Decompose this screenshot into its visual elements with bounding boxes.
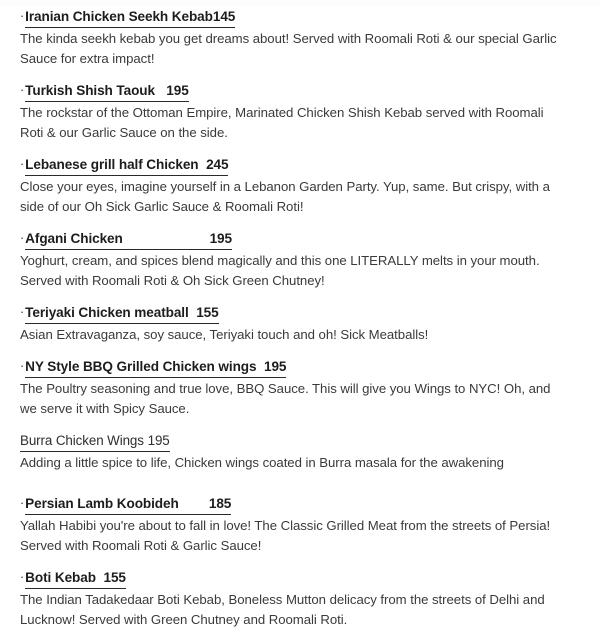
menu-item-name: Teriyaki Chicken meatball: [25, 305, 189, 320]
menu-item-price: 195: [166, 83, 189, 98]
menu-item-heading: [20, 569, 560, 589]
menu-item-price: 185: [208, 495, 232, 511]
menu-item-heading: [20, 230, 560, 250]
menu-item-leader-space: [199, 157, 207, 172]
menu-item-leader-space: [123, 231, 210, 246]
menu-item-name: Boti Kebab: [25, 569, 96, 585]
bullet-icon: ·: [20, 569, 25, 584]
menu-item-heading-underline: [25, 156, 228, 176]
menu-item-heading-underline: [25, 230, 232, 250]
menu-item-description: Close your eyes, imagine yourself in a Lebanon Garden Party. Yup, same. But crispy, with a side of our Oh Sick Garlic Sauce & Roomali Roti!: [20, 178, 550, 214]
top-cropped-sliver: [0, 0, 600, 6]
menu-item-heading-underline: [25, 358, 286, 378]
menu-item-heading: [20, 304, 560, 324]
menu-item-leader-space: [256, 359, 264, 374]
menu-item-description: Asian Extravaganza, soy sauce, Teriyaki touch and oh! Sick Meatballs!: [20, 326, 429, 342]
menu-item-heading: [20, 82, 560, 102]
menu-item-name: Burra Chicken Wings: [20, 432, 144, 448]
menu-item-heading: [20, 495, 560, 515]
menu-item-description: The Indian Tadakedaar Boti Kebab, Boneless Mutton delicacy from the streets of Delhi and Lucknow! Served with Green Chutney and Roomali Roti.: [20, 591, 545, 627]
menu-item-price: 195: [147, 432, 170, 448]
menu-item-name: Turkish Shish Taouk: [25, 83, 155, 98]
bullet-icon: ·: [20, 9, 25, 23]
menu-item-heading: [20, 432, 560, 452]
menu-item-leader-space: [155, 83, 166, 98]
menu-item-name: Lebanese grill half Chicken: [25, 157, 199, 172]
menu-item-description: Adding a little spice to life, Chicken wings coated in Burra masala for the awakening: [20, 454, 504, 470]
menu-item-name: Afgani Chicken: [25, 231, 123, 246]
menu-item-heading-underline: [25, 495, 231, 515]
menu-item: [20, 358, 560, 419]
bullet-icon: ·: [20, 305, 25, 319]
menu-item-description: The kinda seekh kebab you get dreams about! Served with Roomali Roti & our special Garlic Sauce for extra impact!: [20, 30, 557, 66]
menu-item-leader-space: [179, 496, 209, 511]
menu-item-price: 145: [212, 9, 236, 24]
menu-item-description: Yallah Habibi you're about to fall in love! The Classic Grilled Meat from the streets of Persia! Served with Roomali Roti & Garlic Sauce!: [20, 517, 551, 553]
menu-item-heading: [20, 156, 560, 176]
menu-item-price: 245: [206, 157, 229, 172]
menu-item-price: 155: [196, 305, 219, 320]
menu-item-list: [0, 8, 600, 643]
menu-item: [20, 82, 560, 143]
menu-item-heading-underline: [20, 432, 170, 452]
menu-item-name: NY Style BBQ Grilled Chicken wings: [25, 358, 257, 374]
menu-item-name: Iranian Chicken Seekh Kebab: [25, 9, 213, 24]
menu-item: [20, 230, 560, 291]
menu-item-heading-underline: [25, 82, 189, 102]
menu-item-heading-underline: [25, 8, 235, 28]
menu-item-price: 195: [209, 231, 232, 246]
menu-item-price: 155: [103, 569, 126, 585]
menu-item: [20, 432, 560, 473]
menu-item: [20, 495, 560, 556]
menu-item-description: Yoghurt, cream, and spices blend magically and this one LITERALLY melts in your mouth. Served with Roomali Roti & Oh Sick Green Chutney!: [20, 252, 540, 288]
bullet-icon: ·: [20, 495, 25, 510]
menu-item-name: Persian Lamb Koobideh: [25, 495, 179, 511]
menu-item: [20, 156, 560, 217]
menu-item: [20, 8, 560, 69]
menu-item-heading: [20, 8, 560, 28]
bullet-icon: ·: [20, 231, 25, 245]
menu-item: [20, 304, 560, 345]
menu-item-heading-underline: [25, 304, 218, 324]
bullet-icon: ·: [20, 83, 25, 97]
menu-item-description: The rockstar of the Ottoman Empire, Marinated Chicken Shish Kebab served with Roomali Roti & our Garlic Sauce on the side.: [20, 104, 544, 140]
bullet-icon: ·: [20, 358, 25, 373]
menu-item-description: The Poultry seasoning and true love, BBQ Sauce. This will give you Wings to NYC! Oh, and we serve it with Spicy Sauce.: [20, 380, 551, 416]
menu-item-heading-underline: [25, 569, 126, 589]
menu-item-heading: [20, 358, 560, 378]
menu-item-price: 195: [264, 358, 287, 374]
bullet-icon: ·: [20, 157, 25, 171]
